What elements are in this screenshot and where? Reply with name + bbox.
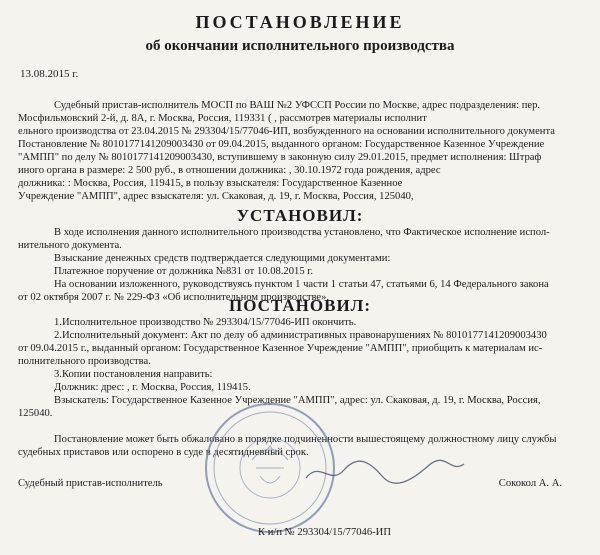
ustanovil-line: Взыскание денежных средств подтверждается следующими документами:	[54, 253, 391, 264]
intro-line: "АМПП" по делу № 8010177141209003430, вступившему в законную силу 29.01.2015, предмет исполнения: Штраф	[18, 152, 542, 163]
postanovil-heading: ПОСТАНОВИЛ:	[228, 296, 372, 315]
ustanovil-heading: УСТАНОВИЛ:	[236, 206, 364, 225]
ustanovil-line: В ходе исполнения данного исполнительного производства установлено, что Фактическое исполнение испол-	[54, 227, 550, 238]
postanovil-line: 3.Копии постановления направить:	[54, 369, 213, 380]
postanovil-line: полнительного производства.	[18, 356, 151, 367]
ustanovil-line: На основании изложенного, руководствуясь пунктом 1 части 1 статьи 47, статьями 6, 14 Федерального закона	[54, 279, 549, 290]
document-date: 13.08.2015 г.	[20, 68, 79, 80]
intro-paragraph	[18, 99, 584, 203]
intro-line: Судебный пристав-исполнитель МОСП по ВАШ №2 УФССП России по Москве, адрес подразделения: пер.	[54, 100, 541, 111]
intro-line: Учреждение "АМПП", адрес взыскателя: ул. Скаковая, д. 19, г. Москва, Россия, 125040,	[18, 191, 414, 202]
postanovil-line: 2.Исполнительный документ: Акт по делу об административных правонарушениях № 8010177141209003430	[54, 330, 547, 341]
signature-name: Сококол А. А.	[498, 478, 562, 489]
postanovil-line: Должник: дрес: , г. Москва, Россия, 119415.	[54, 382, 251, 393]
postanovil-line: судебных приставов или оспорено в суде в десятидневный срок.	[18, 447, 309, 458]
postanovil-line: Постановление может быть обжаловано в порядке подчиненности вышестоящему должностному лицу службы	[54, 434, 557, 445]
document-subtitle: об окончании исполнительного производства	[145, 38, 455, 54]
postanovil-line: Взыскатель: Государственное Казенное Учреждение "АМПП", адрес: ул. Скаковая, д. 19, г. Москва, Россия,	[54, 395, 541, 406]
intro-line: должника: : Москва, Россия, 119415, в пользу взыскателя: Государственное Казенное	[18, 178, 403, 189]
intro-line: Мосфильмовский 2-й, д. 8А, г. Москва, Россия, 119331 ( , рассмотрев материалы исполнит	[18, 113, 427, 124]
case-reference: К и/п № 293304/15/77046-ИП	[258, 527, 391, 538]
postanovil-line: 1.Исполнительное производство № 293304/15/77046-ИП окончить.	[54, 317, 357, 328]
intro-line: Постановление № 8010177141209003430 от 09.04.2015, выданного органом: Государственное Казенное Учреждение	[18, 139, 545, 150]
postanovil-line: от 09.04.2015 г., выданный органом: Государственное Казенное Учреждение "АМПП", приобщить к материалам ис-	[18, 343, 543, 354]
signature-scribble	[300, 452, 470, 492]
intro-line: иного органа в размере: 2 500 руб., в отношении должника: , 30.10.1972 года рождения, адрес	[18, 165, 441, 176]
signature-role: Судебный пристав-исполнитель	[18, 478, 163, 489]
ustanovil-line: нительного документа.	[18, 240, 122, 251]
ustanovil-paragraph	[18, 226, 584, 304]
intro-line: ельного производства от 23.04.2015 № 293304/15/77046-ИП, возбужденного на основании исполнительного документа	[18, 126, 555, 137]
document-title: ПОСТАНОВЛЕНИЕ	[195, 12, 405, 32]
ustanovil-line: от 02 октября 2007 г. № 229-ФЗ «Об исполнительном производстве»,	[18, 292, 330, 303]
ustanovil-line: Платежное поручение от должника №831 от 10.08.2015 г.	[54, 266, 314, 277]
postanovil-line: 125040.	[18, 408, 53, 419]
